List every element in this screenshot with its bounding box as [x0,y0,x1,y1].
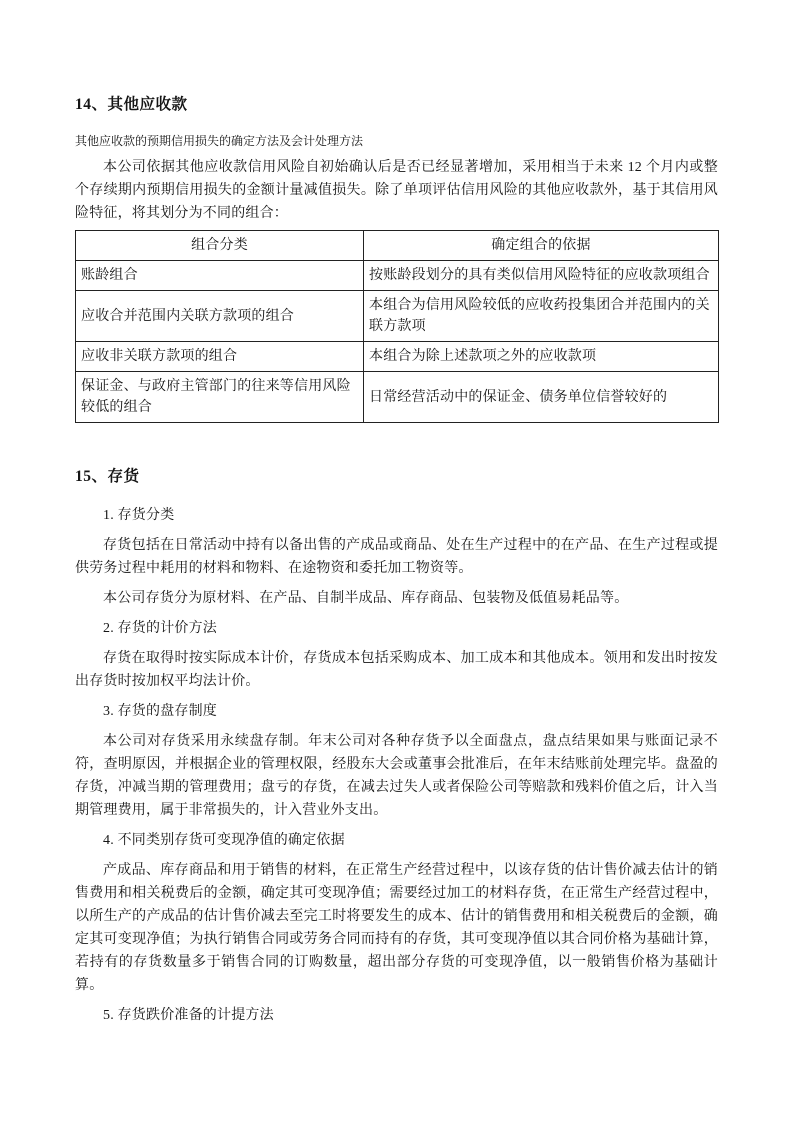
table-cell-basis: 日常经营活动中的保证金、债务单位信誉较好的 [364,372,719,423]
inventory-paragraph: 本公司存货分为原材料、在产品、自制半成品、库存商品、包装物及低值易耗品等。 [103,591,629,606]
table-row [76,372,719,423]
subsection-heading-2: 2. 存货的计价方法 [103,621,217,636]
section-14-subtitle: 其他应收款的预期信用损失的确定方法及会计处理方法 [75,134,364,148]
subsection-heading-4: 4. 不同类别存货可变现净值的确定依据 [103,833,345,848]
table-cell-class: 保证金、与政府主管部门的往来等信用风险较低的组合 [76,372,364,423]
section-other-receivables [75,95,718,423]
portfolio-classification-table [75,230,719,423]
inventory-paragraph: 存货包括在日常活动中持有以备出售的产成品或商品、处在生产过程中的在产品、在生产过程或提供劳务过程中耗用的材料和物料、在途物资和委托加工物资等。 [75,538,718,576]
table-cell-basis: 按账龄段划分的具有类似信用风险特征的应收款项组合 [364,261,719,291]
table-cell-basis: 本组合为信用风险较低的应收药投集团合并范围内的关联方款项 [364,291,719,342]
table-cell-class: 应收非关联方款项的组合 [76,342,364,372]
table-row [76,261,719,291]
section-15-title: 15、存货 [75,468,140,485]
inventory-paragraph: 本公司对存货采用永续盘存制。年末公司对各种存货予以全面盘点，盘点结果如果与账面记录不符，查明原因，并根据企业的管理权限，经股东大会或董事会批准后，在年末结账前处理完毕。盘盈的存货，冲减当期的管理费用；盘亏的存货，在减去过失人或者保险公司等赔款和残料价值之后，计入当期管理费用，属于非常损失的，计入营业外支出。 [75,734,718,818]
subsection-heading-3: 3. 存货的盘存制度 [103,704,217,719]
section-14-title: 14、其他应收款 [75,96,188,113]
subsection-heading-1: 1. 存货分类 [103,508,175,523]
table-cell-class: 应收合并范围内关联方款项的组合 [76,291,364,342]
inventory-paragraph: 存货在取得时按实际成本计价，存货成本包括采购成本、加工成本和其他成本。领用和发出时按发出存货时按加权平均法计价。 [75,651,718,689]
table-header-portfolio-class: 组合分类 [76,231,364,261]
table-header-row [76,231,719,261]
table-row [76,291,719,342]
section-14-intro-paragraph: 本公司依据其他应收款信用风险自初始确认后是否已经显著增加，采用相当于未来 12 个月内或整个存续期内预期信用损失的金额计量减值损失。除了单项评估信用风险的其他应收款外，基于其信用风险特征，将其划分为不同的组合： [75,160,718,221]
table-header-portfolio-basis: 确定组合的依据 [364,231,719,261]
section-inventory [75,467,718,1027]
table-cell-class: 账龄组合 [76,261,364,291]
table-row [76,342,719,372]
table-cell-basis: 本组合为除上述款项之外的应收款项 [364,342,719,372]
inventory-paragraph: 产成品、库存商品和用于销售的材料，在正常生产经营过程中，以该存货的估计售价减去估计的销售费用和相关税费后的金额，确定其可变现净值；需要经过加工的材料存货，在正常生产经营过程中，以所生产的产成品的估计售价减去至完工时将要发生的成本、估计的销售费用和相关税费后的金额，确定其可变现净值；为执行销售合同或劳务合同而持有的存货，其可变现净值以其合同价格为基础计算，若持有的存货数量多于销售合同的订购数量，超出部分存货的可变现净值，以一般销售价格为基础计算。 [75,863,718,993]
subsection-heading-5: 5. 存货跌价准备的计提方法 [103,1008,274,1023]
